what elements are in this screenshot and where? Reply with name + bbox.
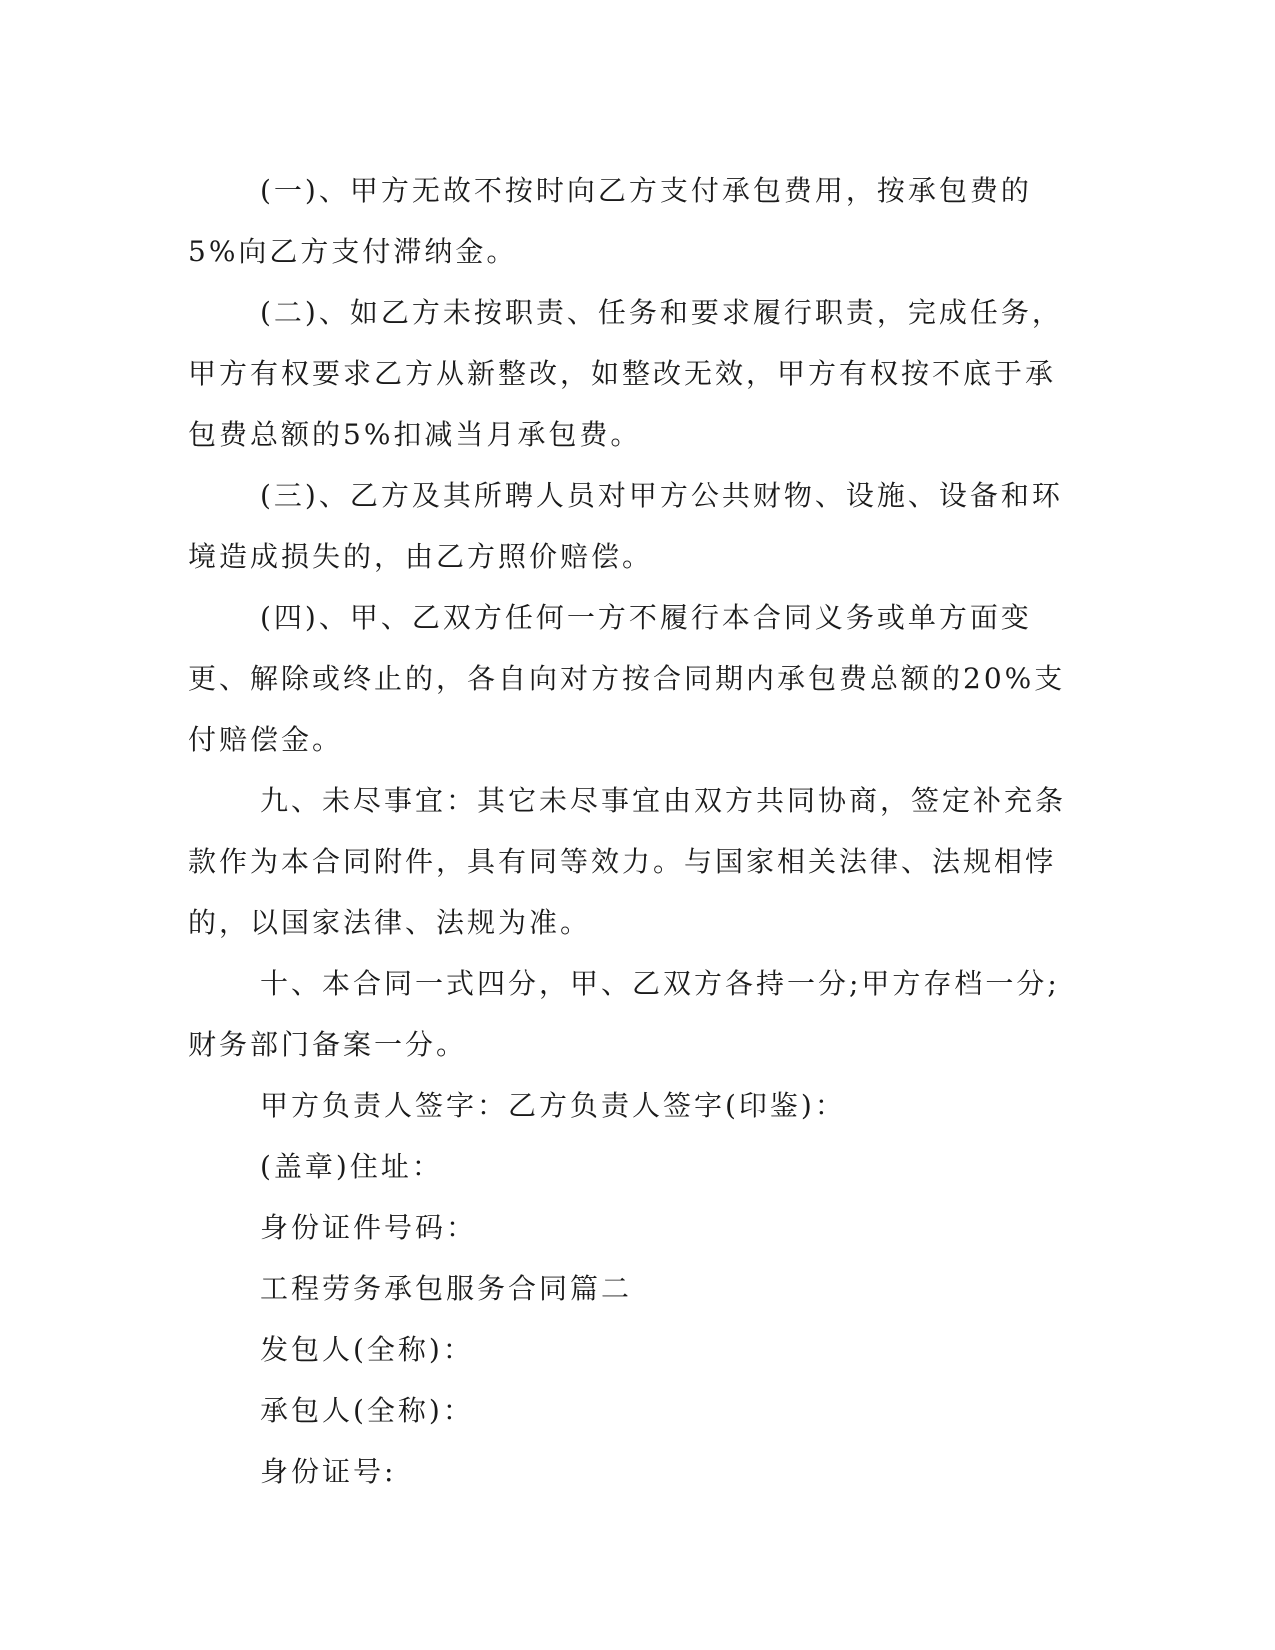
id-number-line: 身份证件号码： — [260, 1211, 478, 1244]
clause-paragraph: (四)、甲、乙双方任何一方不履行本合同义务或单方面变更、解除或终止的，各自向对方按合同期内承包费总额的20%支付赔偿金。 — [188, 601, 1066, 756]
clause-paragraph: (二)、如乙方未按职责、任务和要求履行职责，完成任务，甲方有权要求乙方从新整改，如整改无效，甲方有权按不底于承包费总额的5%扣减当月承包费。 — [188, 296, 1063, 451]
clause-paragraph: (一)、甲方无故不按时向乙方支付承包费用，按承包费的5%向乙方支付滞纳金。 — [188, 174, 1032, 268]
signature-line: 甲方负责人签字：乙方负责人签字(印鉴)： — [260, 1089, 846, 1122]
clause-paragraph: (三)、乙方及其所聘人员对甲方公共财物、设施、设备和环境造成损失的，由乙方照价赔偿。 — [188, 479, 1063, 573]
contractor-line: 发包人(全称)： — [260, 1333, 474, 1366]
clause-paragraph: 十、本合同一式四分，甲、乙双方各持一分;甲方存档一分;财务部门备案一分。 — [188, 967, 1060, 1061]
address-line: (盖章)住址： — [260, 1150, 443, 1183]
clause-paragraph: 九、未尽事宜：其它未尽事宜由双方共同协商，签定补充条款作为本合同附件，具有同等效力。与国家相关法律、法规相悖的，以国家法律、法规为准。 — [188, 784, 1067, 939]
section-title: 工程劳务承包服务合同篇二 — [260, 1272, 633, 1305]
subcontractor-line: 承包人(全称)： — [260, 1394, 474, 1427]
id-line: 身份证号: — [260, 1455, 397, 1488]
document-body — [188, 160, 1068, 1502]
